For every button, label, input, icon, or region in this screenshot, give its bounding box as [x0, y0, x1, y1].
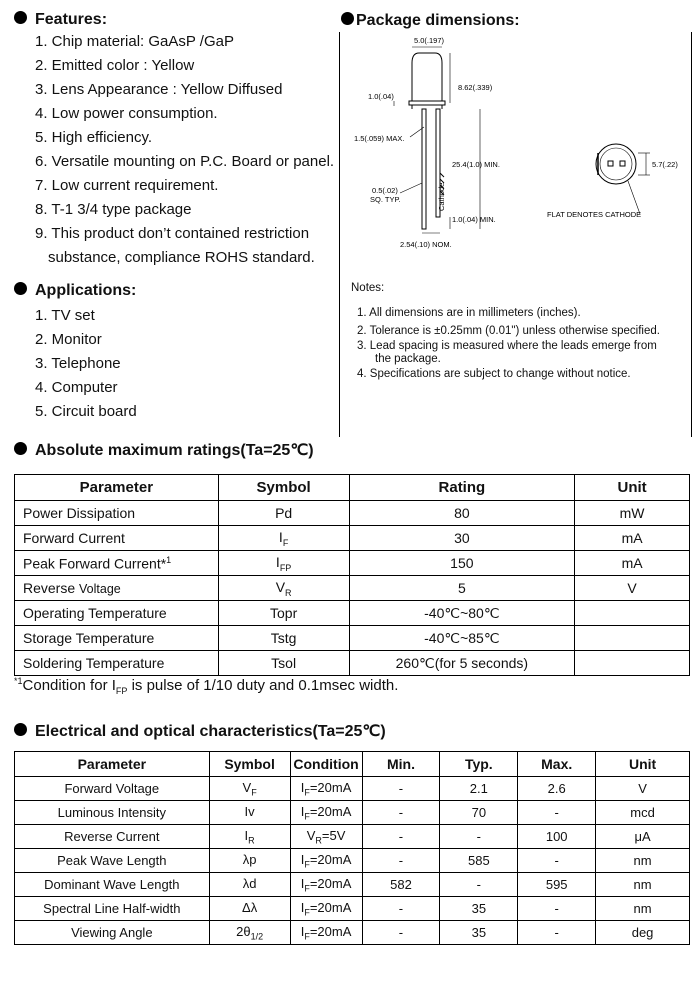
- unit-cell: [575, 651, 690, 676]
- col-header: Typ.: [440, 752, 518, 777]
- symbol-cell: Tsol: [218, 651, 349, 676]
- condition-cell: $I_F=20mA$: [290, 777, 362, 801]
- elec-title: Electrical and optical characteristics(Ta=25℃): [35, 723, 386, 740]
- param-cell: Soldering Temperature: [15, 651, 219, 676]
- dim-max: 1.5(.059) MAX.: [354, 134, 405, 143]
- param-cell: Spectral Line Half-width: [15, 897, 210, 921]
- table-row: [15, 873, 690, 897]
- typ-cell: 35: [440, 897, 518, 921]
- unit-cell: nm: [596, 873, 690, 897]
- note-3-cont: the package.: [375, 353, 441, 365]
- table-row: [15, 576, 690, 601]
- param-cell: Reverse Voltage: [15, 576, 219, 601]
- col-header: Max.: [518, 752, 596, 777]
- features-list: [35, 30, 334, 270]
- max-cell: 595: [518, 873, 596, 897]
- min-cell: 582: [362, 873, 440, 897]
- table-header-row: [15, 752, 690, 777]
- note-4: 4. Specifications are subject to change without notice.: [357, 368, 631, 380]
- list-item: 1. TV set: [35, 307, 95, 324]
- unit-cell: nm: [596, 897, 690, 921]
- symbol-cell: λd: [209, 873, 290, 897]
- symbol-cell: Topr: [218, 601, 349, 626]
- condition-cell: $I_F=20mA$: [290, 873, 362, 897]
- unit-cell: V: [575, 576, 690, 601]
- rating-cell: 150: [349, 551, 575, 576]
- note-1: 1. All dimensions are in millimeters (inches).: [357, 307, 581, 319]
- dim-flange: 1.0(.04): [368, 92, 394, 101]
- col-header: Symbol: [218, 475, 349, 501]
- abs-max-footnote: $^{*1}$Condition for $I_{FP}$ is pulse of 1/10 duty and 0.1msec width.: [14, 676, 399, 696]
- symbol-cell: $I_F$: [218, 526, 349, 551]
- min-cell: -: [362, 801, 440, 825]
- led-drawing: [340, 33, 690, 263]
- package-heading: [341, 12, 520, 30]
- col-header: Rating: [349, 475, 575, 501]
- list-item: 4. Low power consumption.: [35, 105, 218, 122]
- unit-cell: mcd: [596, 801, 690, 825]
- list-item: 2. Monitor: [35, 331, 102, 348]
- dim-lead-length: 25.4(1.0) MIN.: [452, 160, 500, 169]
- param-cell: Forward Voltage: [15, 777, 210, 801]
- led-lens-outline: [412, 53, 442, 101]
- symbol-cell: Δλ: [209, 897, 290, 921]
- param-cell: Viewing Angle: [15, 921, 210, 945]
- list-item: 8. T-1 3/4 type package: [35, 201, 192, 218]
- condition-cell: $V_R=5V$: [290, 825, 362, 849]
- table-row: [15, 849, 690, 873]
- dim-cathode: Cathode: [437, 182, 446, 211]
- note-2: 2. Tolerance is ±0.25mm (0.01") unless otherwise specified.: [357, 325, 660, 337]
- dim-width: 5.0(.197): [414, 36, 445, 45]
- param-cell: Dominant Wave Length: [15, 873, 210, 897]
- table-row: [15, 921, 690, 945]
- dim-flat-cathode: FLAT DENOTES CATHODE: [547, 210, 642, 219]
- param-cell: Peak Forward Current*$^1$: [15, 551, 219, 576]
- applications-list: [35, 304, 137, 424]
- list-item: 1. Chip material: GaAsP /GaP: [35, 33, 234, 50]
- rating-cell: 30: [349, 526, 575, 551]
- typ-cell: -: [440, 873, 518, 897]
- param-cell: Power Dissipation: [15, 501, 219, 526]
- dim-sq-typ: SQ. TYP.: [370, 195, 401, 204]
- note-3: 3. Lead spacing is measured where the leads emerge from: [357, 340, 657, 352]
- unit-cell: [575, 601, 690, 626]
- unit-cell: mA: [575, 551, 690, 576]
- bullet-icon: [14, 11, 27, 24]
- symbol-cell: $I_{FP}$: [218, 551, 349, 576]
- max-cell: -: [518, 801, 596, 825]
- unit-cell: mW: [575, 501, 690, 526]
- list-item: 6. Versatile mounting on P.C. Board or panel.: [35, 153, 335, 170]
- applications-title: Applications:: [35, 282, 137, 299]
- list-item: 2. Emitted color : Yellow: [35, 57, 195, 74]
- condition-cell: $I_F=20mA$: [290, 921, 362, 945]
- dim-spacing: 2.54(.10) NOM.: [400, 240, 452, 249]
- list-item: 3. Telephone: [35, 355, 121, 372]
- unit-cell: μA: [596, 825, 690, 849]
- table-row: [15, 801, 690, 825]
- dim-min1: 1.0(.04) MIN.: [452, 215, 496, 224]
- symbol-cell: Iv: [209, 801, 290, 825]
- condition-cell: $I_F=20mA$: [290, 801, 362, 825]
- param-cell: Forward Current: [15, 526, 219, 551]
- min-cell: -: [362, 849, 440, 873]
- abs-max-title: Absolute maximum ratings(Ta=25℃): [35, 442, 314, 459]
- table-row: [15, 651, 690, 676]
- notes-title: Notes:: [351, 282, 385, 294]
- col-header: Unit: [596, 752, 690, 777]
- col-header: Parameter: [15, 752, 210, 777]
- table-row: [15, 626, 690, 651]
- list-item: 5. High efficiency.: [35, 129, 153, 146]
- symbol-cell: Pd: [218, 501, 349, 526]
- applications-heading: [14, 282, 136, 300]
- col-header: Min.: [362, 752, 440, 777]
- symbol-cell: $V_F$: [209, 777, 290, 801]
- col-header: Symbol: [209, 752, 290, 777]
- rating-cell: -40℃~85℃: [349, 626, 575, 651]
- dim-height: 8.62(.339): [458, 83, 493, 92]
- list-item: 9. This product don’t contained restriction: [35, 225, 310, 242]
- unit-cell: mA: [575, 526, 690, 551]
- condition-cell: $I_F=20mA$: [290, 897, 362, 921]
- table-header-row: [15, 475, 690, 501]
- table-row: [15, 551, 690, 576]
- abs-max-heading: [14, 440, 314, 460]
- unit-cell: deg: [596, 921, 690, 945]
- param-cell: Reverse Current: [15, 825, 210, 849]
- list-item: 4. Computer: [35, 379, 118, 396]
- min-cell: -: [362, 897, 440, 921]
- table-row: [15, 897, 690, 921]
- rating-cell: 260℃(for 5 seconds): [349, 651, 575, 676]
- param-cell: Luminous Intensity: [15, 801, 210, 825]
- features-heading: [14, 11, 107, 29]
- max-cell: -: [518, 921, 596, 945]
- typ-cell: 70: [440, 801, 518, 825]
- dim-sq: 0.5(.02): [372, 186, 398, 195]
- elec-heading: [14, 721, 386, 741]
- unit-cell: V: [596, 777, 690, 801]
- col-header: Condition: [290, 752, 362, 777]
- typ-cell: 585: [440, 849, 518, 873]
- list-item: 5. Circuit board: [35, 403, 137, 420]
- condition-cell: $I_F=20mA$: [290, 849, 362, 873]
- unit-cell: nm: [596, 849, 690, 873]
- typ-cell: 35: [440, 921, 518, 945]
- symbol-cell: Tstg: [218, 626, 349, 651]
- list-item: 7. Low current requirement.: [35, 177, 219, 194]
- rating-cell: -40℃~80℃: [349, 601, 575, 626]
- unit-cell: [575, 626, 690, 651]
- rating-cell: 5: [349, 576, 575, 601]
- bullet-icon: [341, 12, 354, 25]
- symbol-cell: $V_R$: [218, 576, 349, 601]
- elec-table: [14, 751, 690, 945]
- col-header: Parameter: [15, 475, 219, 501]
- max-cell: 100: [518, 825, 596, 849]
- typ-cell: -: [440, 825, 518, 849]
- list-item: 3. Lens Appearance : Yellow Diffused: [35, 81, 283, 98]
- list-item: substance, compliance ROHS standard.: [48, 249, 315, 266]
- table-row: [15, 601, 690, 626]
- typ-cell: 2.1: [440, 777, 518, 801]
- dim-diameter: 5.7(.22): [652, 160, 678, 169]
- param-cell: Operating Temperature: [15, 601, 219, 626]
- table-row: [15, 526, 690, 551]
- led-flange: [409, 101, 445, 105]
- abs-max-table: [14, 474, 690, 676]
- table-row: [15, 501, 690, 526]
- min-cell: -: [362, 921, 440, 945]
- symbol-cell: $I_R$: [209, 825, 290, 849]
- max-cell: -: [518, 849, 596, 873]
- features-title: Features:: [35, 11, 108, 28]
- col-header: Unit: [575, 475, 690, 501]
- max-cell: 2.6: [518, 777, 596, 801]
- param-cell: Peak Wave Length: [15, 849, 210, 873]
- symbol-cell: $2\theta_{1/2}$: [209, 921, 290, 945]
- rating-cell: 80: [349, 501, 575, 526]
- bullet-icon: [14, 282, 27, 295]
- max-cell: -: [518, 897, 596, 921]
- led-top-view: [596, 144, 636, 184]
- package-title: Package dimensions:: [356, 12, 520, 29]
- min-cell: -: [362, 777, 440, 801]
- bullet-icon: [14, 442, 27, 455]
- bullet-icon: [14, 723, 27, 736]
- param-cell: Storage Temperature: [15, 626, 219, 651]
- table-row: [15, 777, 690, 801]
- min-cell: -: [362, 825, 440, 849]
- table-row: [15, 825, 690, 849]
- symbol-cell: λp: [209, 849, 290, 873]
